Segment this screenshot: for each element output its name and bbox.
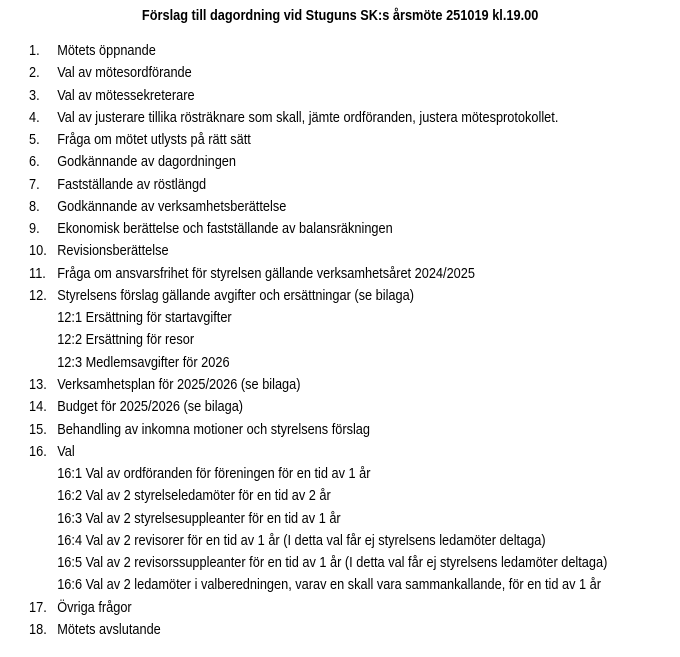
item-number: 8. — [29, 198, 40, 215]
item-number: 11. — [29, 265, 46, 282]
item-text: 16:6 Val av 2 ledamöter i valberedningen, varav en skall vara sammankallande, för en tid av 1 år — [57, 577, 601, 594]
item-text: Val av mötessekreterare — [57, 87, 195, 104]
item-text: 16:4 Val av 2 revisorer för en tid av 1 år (I detta val får ej styrelsens ledamöter deltaga) — [57, 532, 546, 549]
item-number: 2. — [29, 65, 40, 82]
item-number: 17. — [29, 599, 47, 616]
item-text: 16:2 Val av 2 styrelseledamöter för en tid av 2 år — [57, 488, 331, 505]
item-text: Övriga frågor — [57, 599, 132, 616]
item-number: 12. — [29, 287, 47, 304]
item-number: 14. — [29, 399, 47, 416]
item-text: 16:3 Val av 2 styrelsesuppleanter för en tid av 1 år — [57, 510, 341, 527]
item-number: 7. — [29, 176, 40, 193]
item-number: 4. — [29, 109, 40, 126]
item-text: Val av justerare tillika rösträknare som skall, jämte ordföranden, justera mötesprotokollet. — [57, 109, 559, 126]
item-text: Fastställande av röstlängd — [57, 176, 207, 193]
item-text: Verksamhetsplan för 2025/2026 (se bilaga) — [57, 376, 301, 393]
item-text: 12:3 Medlemsavgifter för 2026 — [57, 354, 230, 371]
document-title: Förslag till dagordning vid Stuguns SK:s årsmöte 251019 kl.19.00 — [141, 8, 539, 24]
item-text: Ekonomisk berättelse och fastställande av balansräkningen — [57, 221, 393, 238]
item-text: Behandling av inkomna motioner och styrelsens förslag — [57, 421, 370, 438]
item-number: 3. — [29, 87, 40, 104]
item-text: Val — [57, 443, 75, 460]
item-number: 10. — [29, 243, 47, 260]
item-number: 6. — [29, 154, 40, 171]
item-text: 16:1 Val av ordföranden för föreningen för en tid av 1 år — [57, 466, 371, 483]
item-text: Styrelsens förslag gällande avgifter och ersättningar (se bilaga) — [57, 287, 414, 304]
item-text: Godkännande av verksamhetsberättelse — [57, 198, 287, 215]
item-number: 5. — [29, 132, 40, 149]
item-text: Revisionsberättelse — [57, 243, 169, 260]
item-text: Budget för 2025/2026 (se bilaga) — [57, 399, 244, 416]
item-number: 15. — [29, 421, 47, 438]
item-text: Mötets avslutande — [57, 621, 161, 638]
item-text: 16:5 Val av 2 revisorssuppleanter för en tid av 1 år (I detta val får ej styrelsens ledamöter deltaga) — [57, 555, 608, 572]
item-text: Mötets öppnande — [57, 43, 156, 59]
item-number: 13. — [29, 376, 47, 393]
item-text: Fråga om ansvarsfrihet för styrelsen gällande verksamhetsåret 2024/2025 — [57, 265, 475, 282]
item-text: Val av mötesordförande — [57, 65, 192, 82]
item-text: 12:2 Ersättning för resor — [57, 332, 195, 349]
item-number: 16. — [29, 443, 47, 460]
item-number: 18. — [29, 621, 47, 638]
item-number: 9. — [29, 221, 40, 238]
item-number: 1. — [29, 43, 40, 59]
item-text: Godkännande av dagordningen — [57, 154, 236, 171]
item-text: 12:1 Ersättning för startavgifter — [57, 310, 232, 327]
item-text: Fråga om mötet utlysts på rätt sätt — [57, 132, 251, 149]
